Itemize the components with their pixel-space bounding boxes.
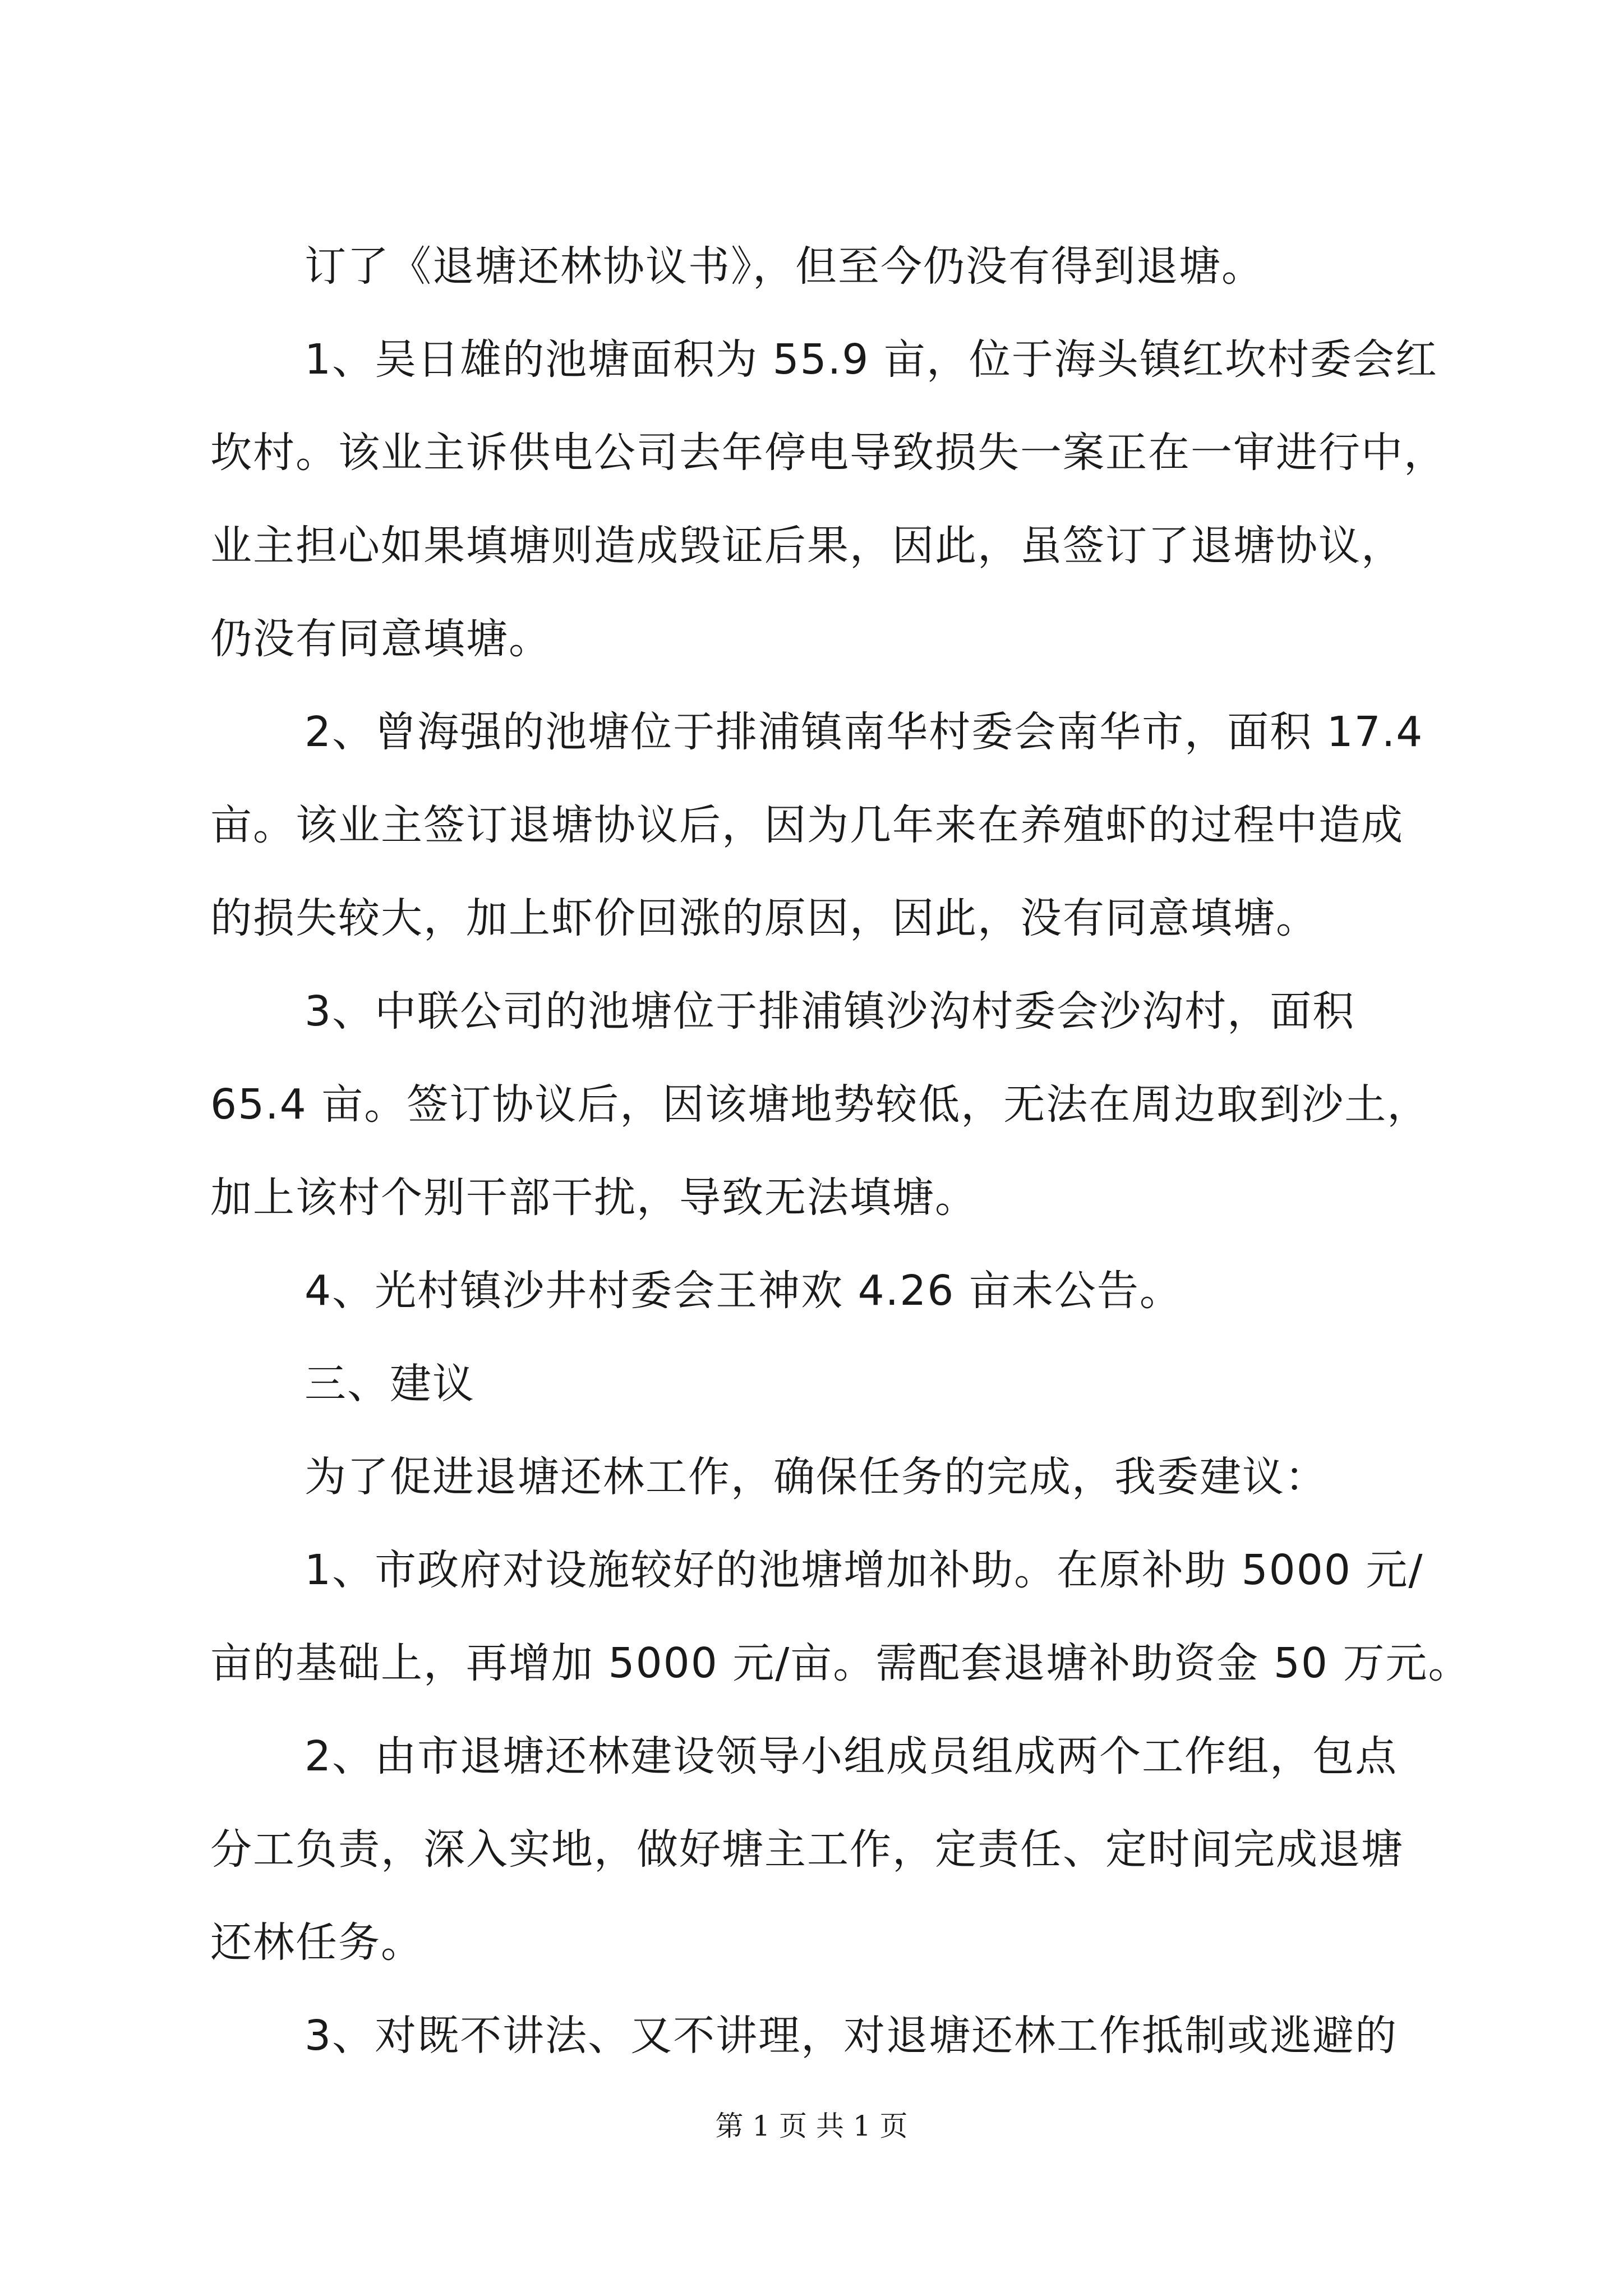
page-footer (0, 2109, 1623, 2143)
paragraph-line: 1、市政府对设施较好的池塘增加补助。在原补助 5000 元/ (305, 1546, 1424, 1594)
paragraph-line: 3、对既不讲法、又不讲理，对退塘还林工作抵制或逃避的 (305, 2012, 1398, 2060)
paragraph-line: 3、中联公司的池塘位于排浦镇沙沟村委会沙沟村，面积 (305, 987, 1355, 1036)
paragraph-line: 亩的基础上，再增加 5000 元/亩。需配套退塘补助资金 50 万元。 (210, 1639, 1471, 1687)
paragraph-line: 65.4 亩。签订协议后，因该塘地势较低，无法在周边取到沙土， (210, 1080, 1430, 1129)
paragraph-line: 2、由市退塘还林建设领导小组成员组成两个工作组，包点 (305, 1732, 1398, 1780)
paragraph-line: 业主担心如果填塘则造成毁证后果，因此，虽签订了退塘协议， (210, 522, 1404, 570)
paragraph-line: 为了促进退塘还林工作，确保任务的完成，我委建议： (305, 1453, 1327, 1501)
paragraph-line: 还林任务。 (210, 1918, 423, 1967)
document-body (210, 241, 1472, 2061)
paragraph-line: 的损失较大，加上虾价回涨的原因，因此，没有同意填塘。 (210, 894, 1318, 942)
paragraph-line: 仍没有同意填塘。 (210, 615, 551, 663)
page-number-label: 第 1 页 共 1 页 (715, 2110, 908, 2142)
paragraph-line: 加上该村个别干部干扰，导致无法填塘。 (210, 1174, 978, 1222)
section-heading: 三、建议 (305, 1360, 475, 1408)
paragraph-line: 亩。该业主签订退塘协议后，因为几年来在养殖虾的过程中造成 (210, 801, 1404, 849)
paragraph-line: 分工负责，深入实地，做好塘主工作，定责任、定时间完成退塘 (210, 1825, 1404, 1874)
paragraph-line: 1、吴日雄的池塘面积为 55.9 亩，位于海头镇红坎村委会红 (305, 335, 1438, 384)
paragraph-line: 4、光村镇沙井村委会王神欢 4.26 亩未公告。 (305, 1267, 1182, 1315)
paragraph-line: 订了《退塘还林协议书》，但至今仍没有得到退塘。 (305, 242, 1264, 291)
paragraph-line: 坎村。该业主诉供电公司去年停电导致损失一案正在一审进行中， (210, 429, 1446, 477)
paragraph-line: 2、曾海强的池塘位于排浦镇南华村委会南华市，面积 17.4 (305, 708, 1424, 756)
